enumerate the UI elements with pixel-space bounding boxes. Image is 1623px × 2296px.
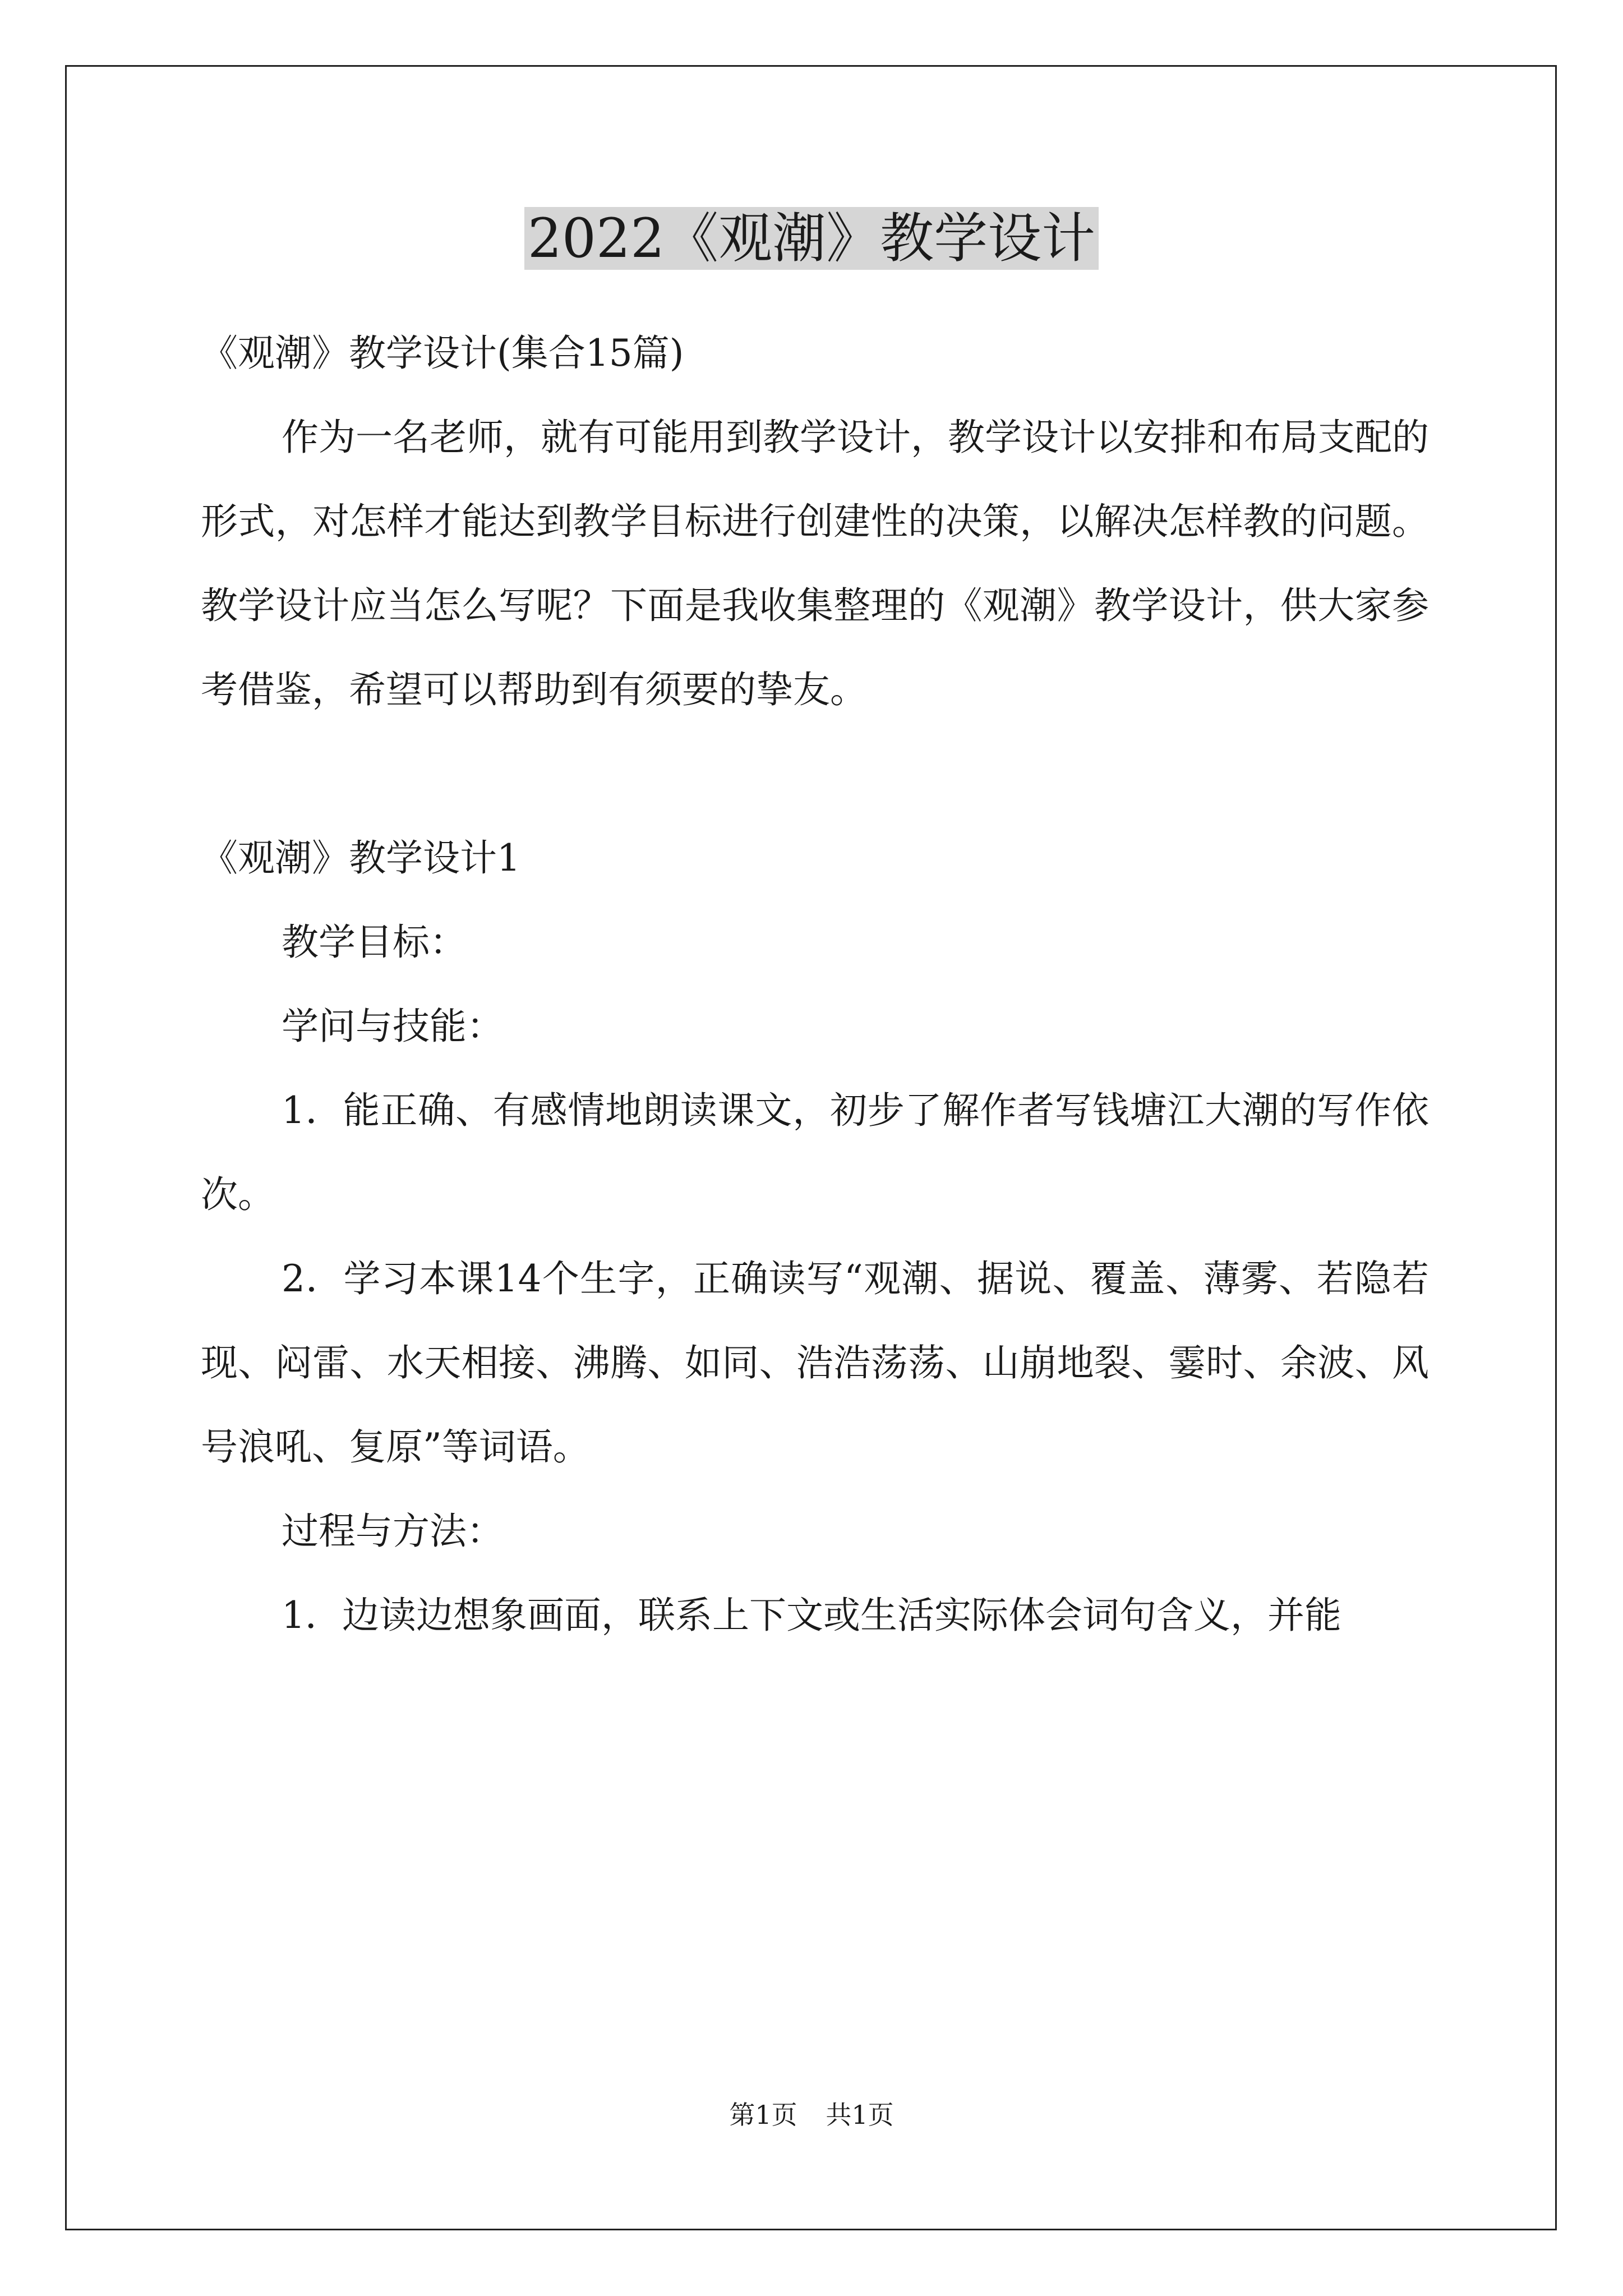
document-body — [201, 311, 1429, 1658]
list-item: 2．学习本课14个生字，正确读写“观潮、据说、覆盖、薄雾、若隐若现、闷雷、水天相接、沸腾、如同、浩浩荡荡、山崩地裂、霎时、余波、风号浪吼、复原”等词语。 — [201, 1257, 1429, 1469]
section-heading: 《观潮》教学设计1 — [201, 836, 520, 880]
spacer — [201, 732, 1429, 816]
document-title — [0, 199, 1623, 278]
title-text: 2022《观潮》教学设计 — [524, 207, 1099, 270]
intro-paragraph: 作为一名老师，就有可能用到教学设计，教学设计以安排和布局支配的形式，对怎样才能达到教学目标进行创建性的决策，以解决怎样教的问题。教学设计应当怎么写呢？下面是我收集整理的《观潮》教学设计，供大家参考借鉴，希望可以帮助到有须要的挚友。 — [201, 416, 1429, 711]
list-item: 1．边读边想象画面，联系上下文或生活实际体会词句含义，并能 — [282, 1594, 1341, 1637]
goals-label: 教学目标： — [282, 921, 467, 964]
process-label: 过程与方法： — [282, 1510, 504, 1553]
page-footer — [0, 2098, 1623, 2132]
page-number: 第1页 — [729, 2100, 797, 2130]
list-item: 1．能正确、有感情地朗读课文，初步了解作者写钱塘江大潮的写作依次。 — [201, 1089, 1429, 1216]
page-total: 共1页 — [826, 2100, 894, 2130]
subtitle: 《观潮》教学设计(集合15篇) — [201, 332, 684, 375]
knowledge-label: 学问与技能： — [282, 1005, 504, 1048]
